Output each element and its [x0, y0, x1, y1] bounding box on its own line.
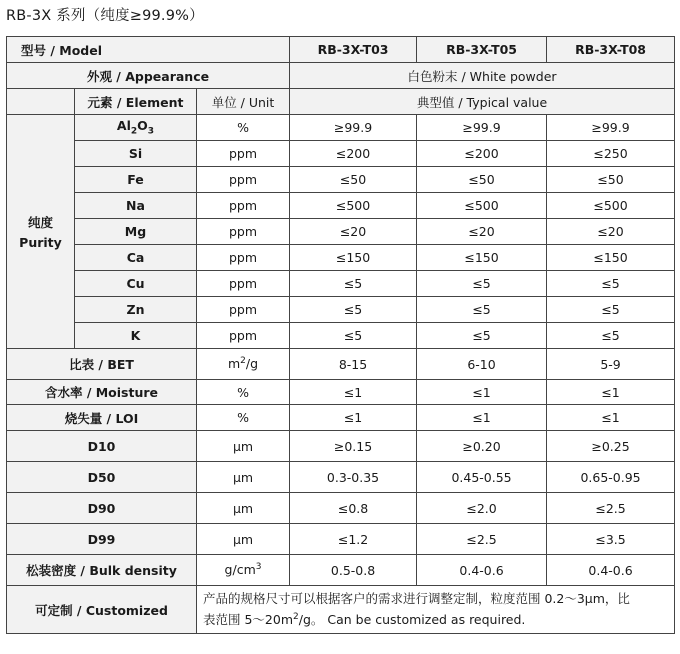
- unit-superscript: 3: [255, 562, 262, 573]
- spec-table: [6, 36, 675, 634]
- unit-cell: [197, 349, 290, 380]
- unit-cell: ppm: [197, 219, 290, 245]
- value-cell: ≤150: [547, 245, 675, 271]
- element-name: Fe: [75, 167, 197, 193]
- value-cell: 0.3-0.35: [290, 462, 417, 493]
- customized-superscript: 2: [293, 612, 299, 623]
- customized-line: [203, 608, 668, 629]
- model-t05: RB-3X-T05: [417, 37, 547, 63]
- value-cell: 0.4-0.6: [547, 555, 675, 586]
- value-cell: ≤20: [417, 219, 547, 245]
- appearance-label: 外观 / Appearance: [7, 63, 290, 89]
- value-cell: ≤5: [290, 297, 417, 323]
- model-row: [7, 37, 675, 63]
- value-cell: ≤5: [290, 323, 417, 349]
- element-header-row: [7, 89, 675, 115]
- value-cell: ≤5: [417, 271, 547, 297]
- purity-row: [7, 245, 675, 271]
- unit-cell: ppm: [197, 193, 290, 219]
- unit-cell: ppm: [197, 271, 290, 297]
- value-cell: ≤1: [547, 380, 675, 405]
- value-cell: ≤5: [417, 323, 547, 349]
- unit-cell: %: [197, 405, 290, 431]
- element-subscript: 2: [130, 126, 138, 137]
- value-cell: ≤500: [290, 193, 417, 219]
- property-label: 比表 / BET: [7, 349, 197, 380]
- element-name: [75, 115, 197, 141]
- value-cell: ≤5: [547, 297, 675, 323]
- model-label: 型号 / Model: [7, 37, 290, 63]
- unit-cell: μm: [197, 524, 290, 555]
- value-cell: ≤1.2: [290, 524, 417, 555]
- appearance-value: 白色粉末 / White powder: [290, 63, 675, 89]
- unit-base: g/cm: [224, 562, 256, 578]
- value-cell: 0.45-0.55: [417, 462, 547, 493]
- value-cell: ≥0.15: [290, 431, 417, 462]
- property-label: D50: [7, 462, 197, 493]
- purity-row: [7, 271, 675, 297]
- value-cell: ≥99.9: [417, 115, 547, 141]
- element-name: Ca: [75, 245, 197, 271]
- unit-cell: μm: [197, 462, 290, 493]
- unit-cell: ppm: [197, 167, 290, 193]
- value-cell: ≤1: [417, 380, 547, 405]
- unit-tail: /g: [245, 356, 259, 372]
- property-label: D90: [7, 493, 197, 524]
- value-cell: ≤1: [547, 405, 675, 431]
- purity-row: [7, 141, 675, 167]
- value-cell: ≤5: [547, 323, 675, 349]
- value-cell: 0.4-0.6: [417, 555, 547, 586]
- property-row: [7, 349, 675, 380]
- value-cell: ≥0.20: [417, 431, 547, 462]
- unit-cell: μm: [197, 493, 290, 524]
- property-row: [7, 555, 675, 586]
- element-subscript: 3: [147, 126, 155, 137]
- property-row: [7, 493, 675, 524]
- value-cell: 0.5-0.8: [290, 555, 417, 586]
- value-cell: 5-9: [547, 349, 675, 380]
- element-name: Mg: [75, 219, 197, 245]
- purity-row: [7, 193, 675, 219]
- element-symbol: O: [137, 118, 148, 134]
- unit-base: m: [227, 356, 241, 372]
- value-cell: ≤0.8: [290, 493, 417, 524]
- value-cell: ≤2.5: [417, 524, 547, 555]
- typical-value-header: 典型值 / Typical value: [290, 89, 675, 115]
- property-label: 含水率 / Moisture: [7, 380, 197, 405]
- element-name: K: [75, 323, 197, 349]
- value-cell: ≤1: [417, 405, 547, 431]
- page-title: RB-3X 系列（纯度≥99.9%）: [6, 8, 204, 24]
- value-cell: ≥99.9: [547, 115, 675, 141]
- purity-row: [7, 219, 675, 245]
- model-t03: RB-3X-T03: [290, 37, 417, 63]
- value-cell: ≤50: [547, 167, 675, 193]
- value-cell: ≤20: [547, 219, 675, 245]
- customized-line: 产品的规格尺寸可以根据客户的需求进行调整定制，粒度范围 0.2～3μm，比: [203, 591, 630, 607]
- value-cell: ≤20: [290, 219, 417, 245]
- element-name: Na: [75, 193, 197, 219]
- element-name: Zn: [75, 297, 197, 323]
- property-row: [7, 431, 675, 462]
- value-cell: ≤200: [417, 141, 547, 167]
- value-cell: 8-15: [290, 349, 417, 380]
- value-cell: ≥0.25: [547, 431, 675, 462]
- value-cell: ≤50: [417, 167, 547, 193]
- purity-label: [7, 115, 75, 349]
- value-cell: 6-10: [417, 349, 547, 380]
- unit-cell: μm: [197, 431, 290, 462]
- value-cell: ≤2.0: [417, 493, 547, 524]
- unit-header: 单位 / Unit: [197, 89, 290, 115]
- property-row: [7, 524, 675, 555]
- value-cell: ≤1: [290, 405, 417, 431]
- property-row: [7, 405, 675, 431]
- property-label: 松装密度 / Bulk density: [7, 555, 197, 586]
- customized-text-part: /g。 Can be customized as required.: [298, 612, 526, 628]
- property-label: D99: [7, 524, 197, 555]
- value-cell: ≤5: [547, 271, 675, 297]
- customized-text-part: 表范围 5～20m: [203, 612, 294, 628]
- purity-row: [7, 297, 675, 323]
- value-cell: ≤5: [417, 297, 547, 323]
- element-name: Si: [75, 141, 197, 167]
- unit-cell: [197, 555, 290, 586]
- unit-cell: %: [197, 380, 290, 405]
- value-cell: ≤200: [290, 141, 417, 167]
- blank-cell: [7, 89, 75, 115]
- value-cell: ≤250: [547, 141, 675, 167]
- customized-label: 可定制 / Customized: [7, 586, 197, 634]
- value-cell: ≤1: [290, 380, 417, 405]
- element-header: 元素 / Element: [75, 89, 197, 115]
- purity-row: [7, 115, 675, 141]
- property-label: 烧失量 / LOI: [7, 405, 197, 431]
- customized-text: [197, 586, 675, 634]
- customized-row: [7, 586, 675, 634]
- element-symbol: Al: [116, 118, 131, 134]
- purity-label-cn: 纯度: [27, 215, 53, 230]
- value-cell: 0.65-0.95: [547, 462, 675, 493]
- value-cell: ≤2.5: [547, 493, 675, 524]
- value-cell: ≤150: [417, 245, 547, 271]
- unit-cell: ppm: [197, 245, 290, 271]
- property-row: [7, 380, 675, 405]
- value-cell: ≤500: [417, 193, 547, 219]
- value-cell: ≤5: [290, 271, 417, 297]
- appearance-row: [7, 63, 675, 89]
- purity-label-en: Purity: [19, 235, 62, 250]
- value-cell: ≤150: [290, 245, 417, 271]
- element-name: Cu: [75, 271, 197, 297]
- unit-cell: %: [197, 115, 290, 141]
- value-cell: ≤50: [290, 167, 417, 193]
- unit-cell: ppm: [197, 141, 290, 167]
- value-cell: ≤3.5: [547, 524, 675, 555]
- value-cell: ≤500: [547, 193, 675, 219]
- value-cell: ≥99.9: [290, 115, 417, 141]
- unit-cell: ppm: [197, 297, 290, 323]
- unit-superscript: 2: [240, 356, 246, 367]
- property-label: D10: [7, 431, 197, 462]
- purity-row: [7, 167, 675, 193]
- purity-row: [7, 323, 675, 349]
- unit-cell: ppm: [197, 323, 290, 349]
- model-t08: RB-3X-T08: [547, 37, 675, 63]
- property-row: [7, 462, 675, 493]
